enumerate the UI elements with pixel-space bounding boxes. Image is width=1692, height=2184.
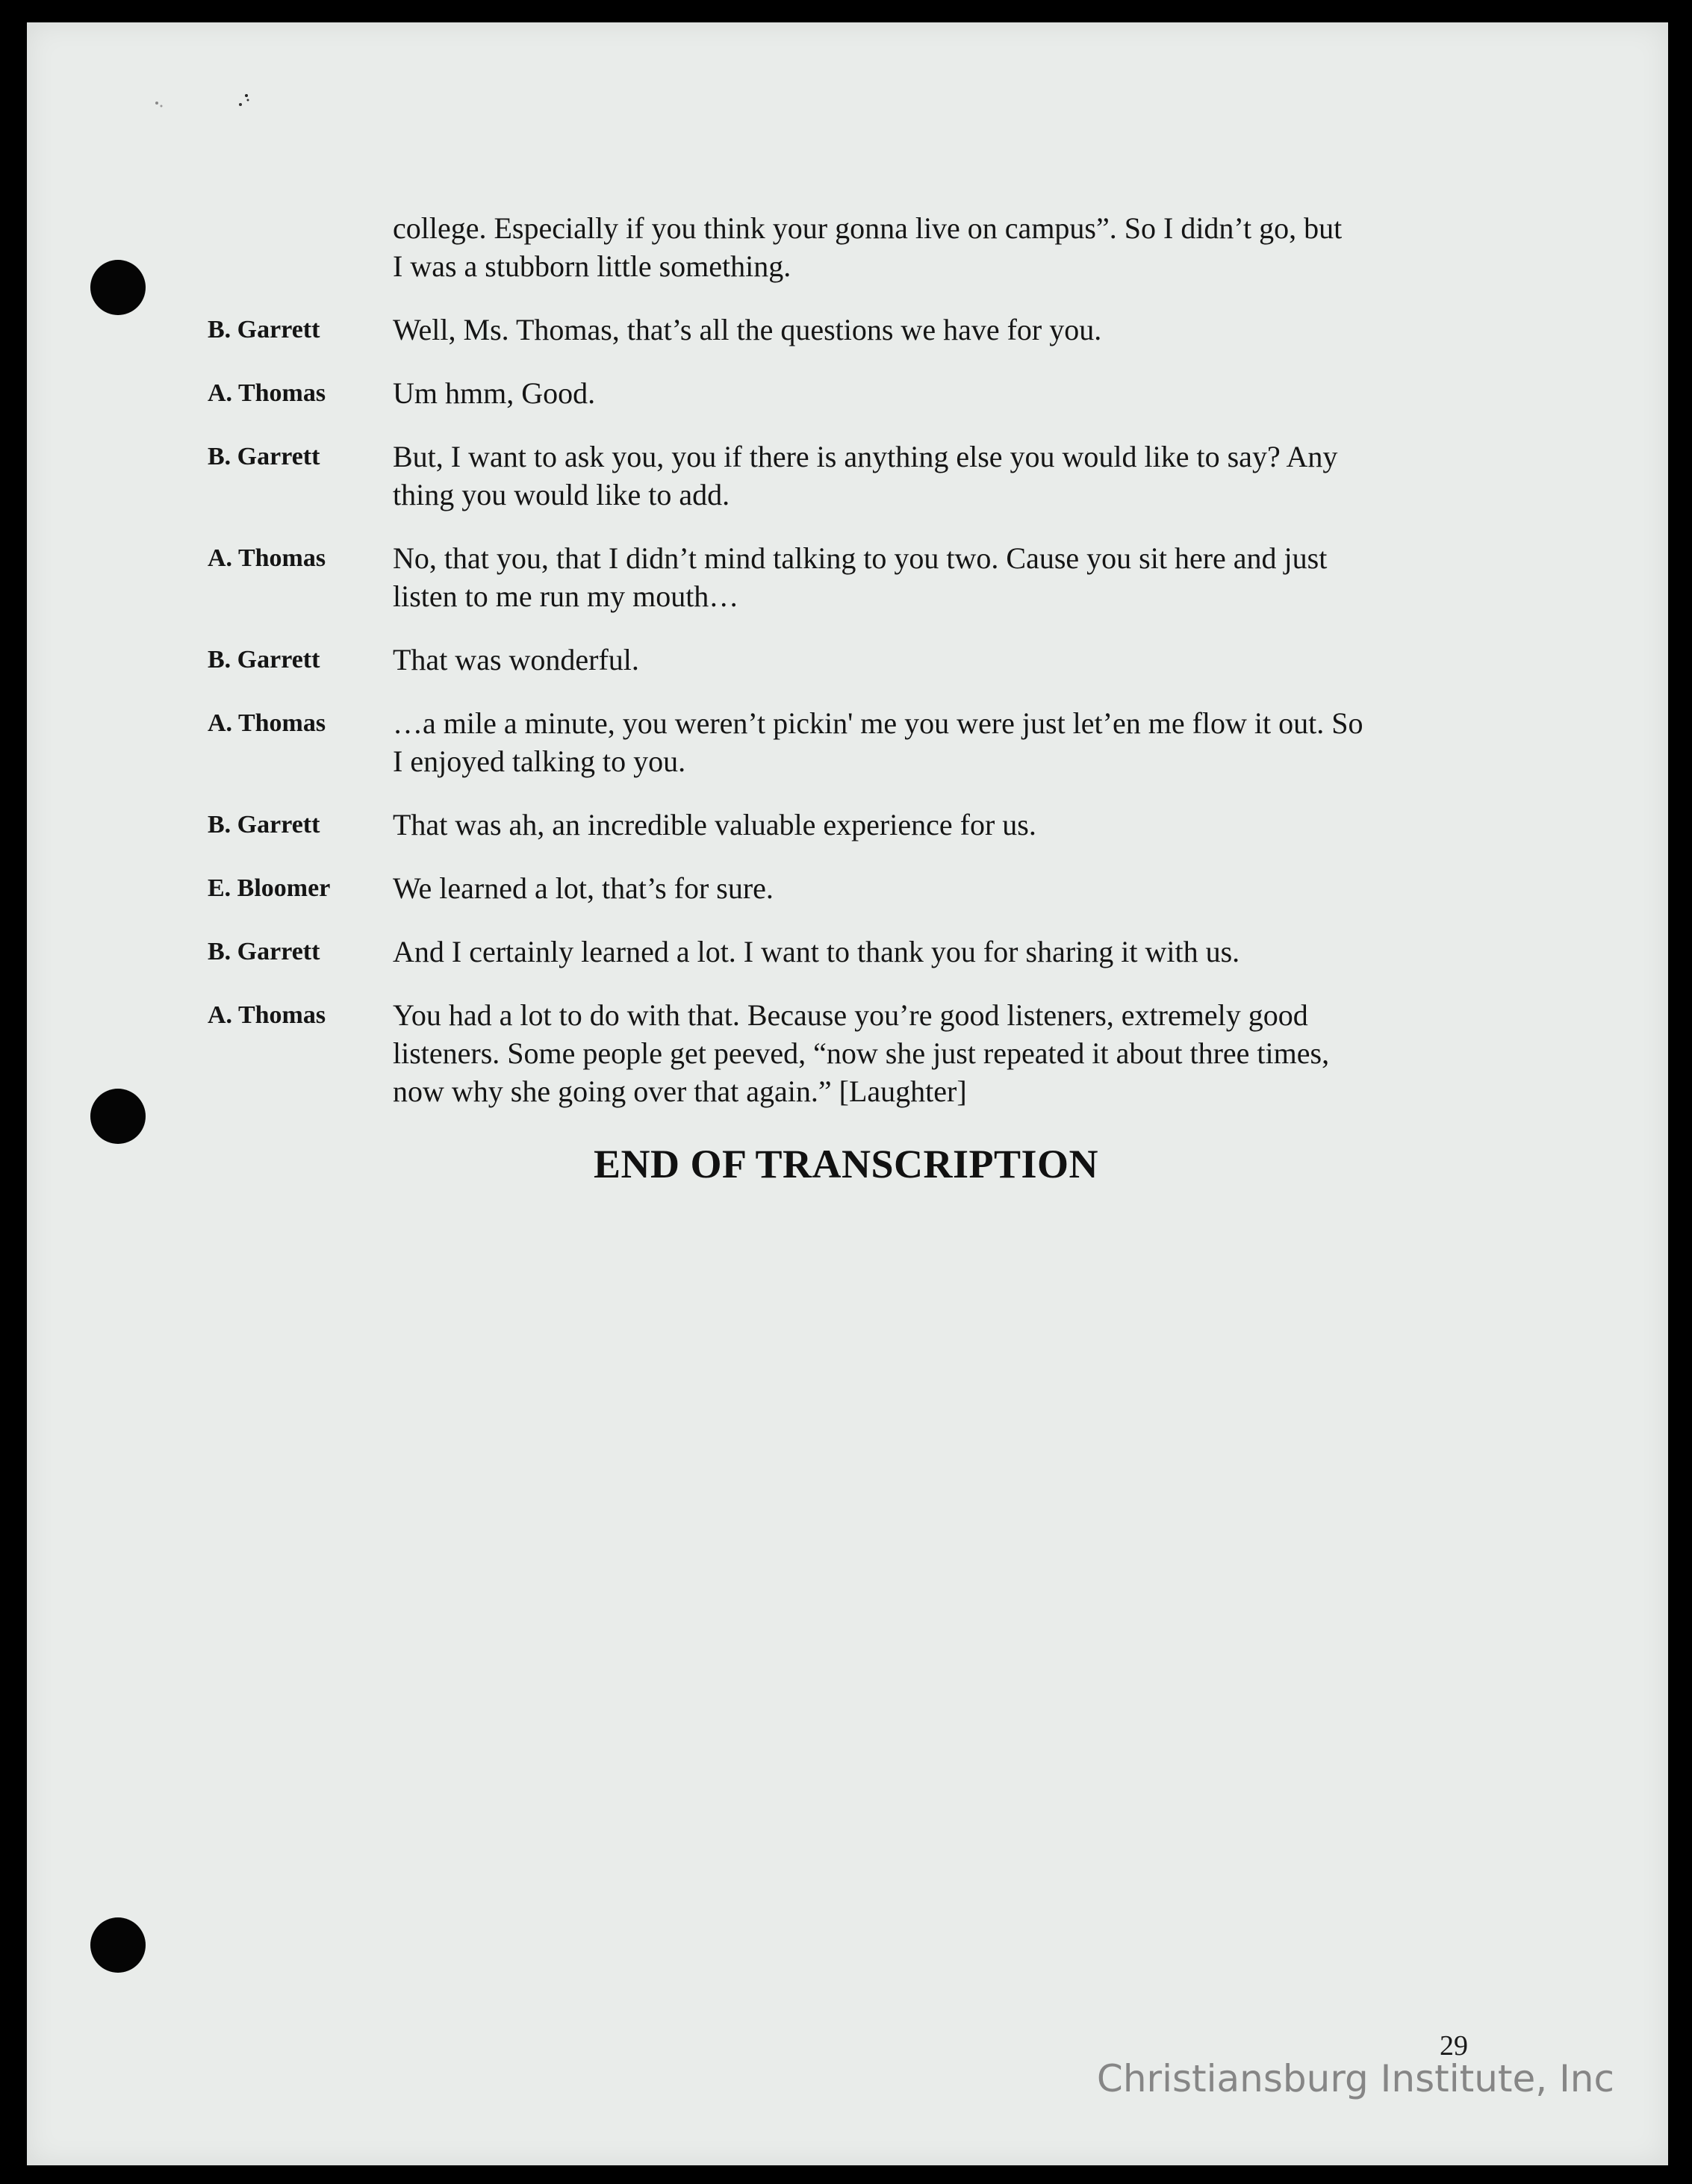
transcript-entry — [208, 438, 1492, 514]
utterance-text: You had a lot to do with that. Because you’re good listeners, extremely good listeners. Some people get peeved, “now she just repeated it about three times, now why she going over that again.” [Laughter] — [393, 998, 1330, 1108]
end-of-transcription-heading: END OF TRANSCRIPTION — [593, 1142, 1099, 1186]
speaker-name: B. Garrett — [208, 938, 320, 965]
page-number: 29 — [1440, 2030, 1468, 2062]
speaker-name: B. Garrett — [208, 646, 320, 673]
transcript-entry — [208, 311, 1492, 349]
transcript-entry — [208, 933, 1492, 971]
watermark: Christiansburg Institute, Inc — [1096, 2057, 1614, 2100]
transcript-entry — [208, 806, 1492, 844]
utterance-text: And I certainly learned a lot. I want to thank you for sharing it with us. — [393, 935, 1240, 968]
transcript-entry — [208, 539, 1492, 615]
punch-hole — [90, 1917, 146, 1973]
speaker-name: A. Thomas — [208, 1001, 326, 1029]
transcript-entry — [208, 869, 1492, 907]
paper-specks — [152, 88, 272, 118]
speaker-name: E. Bloomer — [208, 874, 331, 902]
utterance-text: Well, Ms. Thomas, that’s all the questions we have for you. — [393, 313, 1102, 346]
utterance-text: But, I want to ask you, you if there is anything else you would like to say? Any thing you would like to add. — [393, 440, 1338, 511]
continuation-paragraph — [208, 209, 1492, 285]
utterance-text: No, that you, that I didn’t mind talking to you two. Cause you sit here and just listen to me run my mouth… — [393, 541, 1328, 613]
transcript-entry — [208, 704, 1492, 780]
transcript-entry — [208, 374, 1492, 412]
speaker-name: B. Garrett — [208, 443, 320, 470]
speaker-name: B. Garrett — [208, 316, 320, 343]
speaker-name: B. Garrett — [208, 811, 320, 839]
speaker-name: A. Thomas — [208, 709, 326, 737]
utterance-text: That was ah, an incredible valuable experience for us. — [393, 808, 1036, 841]
transcript-entry — [208, 996, 1492, 1110]
utterance-text: …a mile a minute, you weren’t pickin' me you were just let’en me flow it out. So I enjoyed talking to you. — [393, 706, 1363, 778]
utterance-text: We learned a lot, that’s for sure. — [393, 871, 774, 905]
speaker-name: A. Thomas — [208, 544, 326, 572]
utterance-text: college. Especially if you think your gonna live on campus”. So I didn’t go, but I was a stubborn little something. — [393, 211, 1343, 283]
transcript-entry — [208, 641, 1492, 679]
utterance-text: That was wonderful. — [393, 643, 639, 676]
punch-hole — [90, 1089, 146, 1144]
utterance-text: Um hmm, Good. — [393, 376, 596, 410]
transcript — [208, 209, 1492, 1110]
punch-hole — [90, 260, 146, 315]
speaker-name: A. Thomas — [208, 379, 326, 407]
